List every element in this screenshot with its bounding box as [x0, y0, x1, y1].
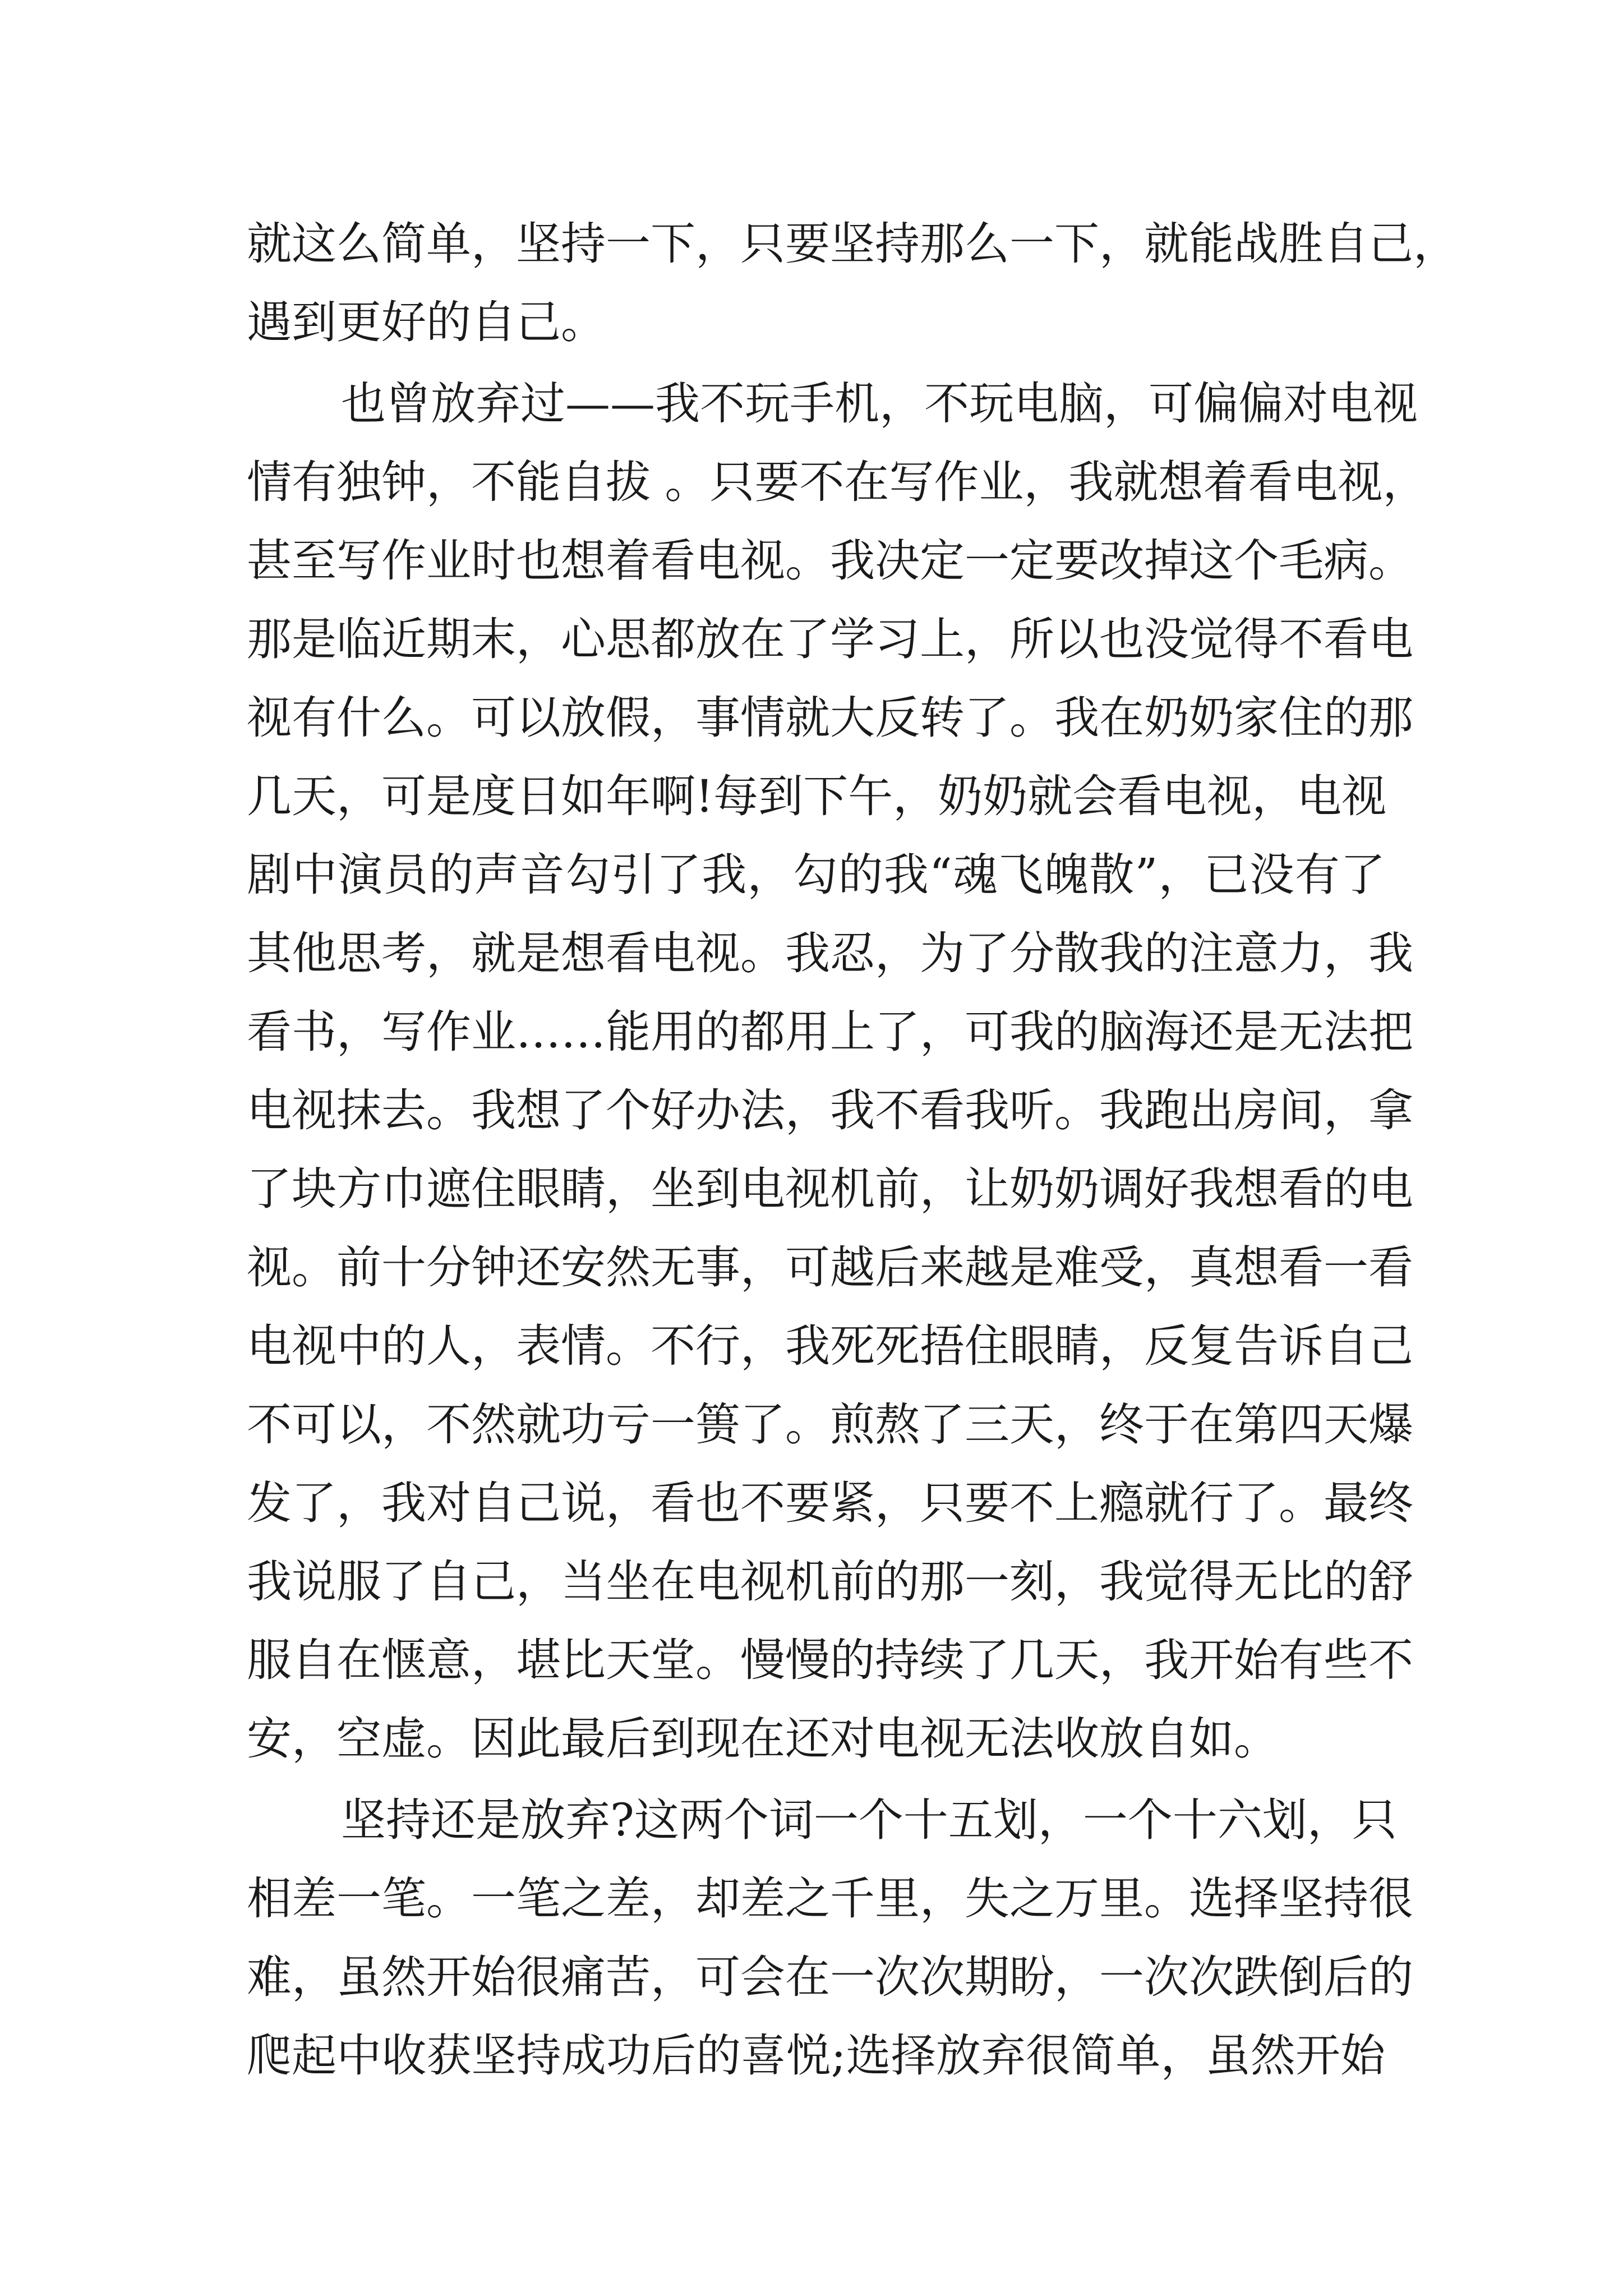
paragraph-2	[247, 365, 1428, 1778]
text-line: 情有独钟，不能自拔 。只要不在写作业，我就想着看电视，	[247, 456, 1428, 508]
paragraph-3	[247, 1781, 1413, 2095]
body-text	[247, 205, 1458, 2095]
text-line: 服自在惬意，堪比天堂。慢慢的持续了几天，我开始有些不	[247, 1634, 1413, 1686]
text-line: 那是临近期末，心思都放在了学习上，所以也没觉得不看电	[247, 613, 1413, 665]
text-line: 几天，可是度日如年啊!每到下午，奶奶就会看电视，电视	[247, 770, 1387, 822]
text-line: 不可以，不然就功亏一篑了。煎熬了三天，终于在第四天爆	[247, 1398, 1413, 1451]
text-line: 坚持还是放弃?这两个词一个十五划，一个十六划，只	[341, 1794, 1397, 1846]
text-line: 难，虽然开始很痛苦，可会在一次次期盼，一次次跌倒后的	[247, 1951, 1413, 2003]
text-line: 其他思考，就是想看电视。我忍，为了分散我的注意力，我	[247, 927, 1413, 979]
text-line: 视有什么。可以放假，事情就大反转了。我在奶奶家住的那	[247, 692, 1413, 744]
text-line: 我说服了自己，当坐在电视机前的那一刻，我觉得无比的舒	[247, 1556, 1413, 1608]
text-line: 爬起中收获坚持成功后的喜悦;选择放弃很简单，虽然开始	[247, 2030, 1385, 2082]
text-line: 相差一笔。一笔之差，却差之千里，失之万里。选择坚持很	[247, 1872, 1413, 1925]
text-line: 安，空虚。因此最后到现在还对电视无法收放自如。	[247, 1713, 1279, 1765]
text-line: 电视抹去。我想了个好办法，我不看我听。我跑出房间，拿	[247, 1084, 1413, 1137]
text-line: 也曾放弃过——我不玩手机，不玩电脑，可偏偏对电视	[341, 378, 1418, 430]
text-line: 甚至写作业时也想着看电视。我决定一定要改掉这个毛病。	[247, 535, 1413, 587]
paragraph-1	[247, 205, 1458, 362]
text-line: 就这么简单，坚持一下，只要坚持那么一下，就能战胜自己，	[247, 218, 1458, 270]
text-line: 视。前十分钟还安然无事，可越后来越是难受，真想看一看	[247, 1241, 1413, 1294]
text-line: 电视中的人，表情。不行，我死死捂住眼睛，反复告诉自己	[247, 1320, 1413, 1372]
text-line: 了块方巾遮住眼睛，坐到电视机前，让奶奶调好我想看的电	[247, 1163, 1413, 1215]
text-line: 遇到更好的自己。	[247, 296, 606, 348]
text-line: 剧中演员的声音勾引了我，勾的我“魂飞魄散”，已没有了	[247, 849, 1385, 901]
text-line: 看书，写作业……能用的都用上了，可我的脑海还是无法把	[247, 1006, 1413, 1058]
text-line: 发了，我对自己说，看也不要紧，只要不上瘾就行了。最终	[247, 1477, 1413, 1529]
